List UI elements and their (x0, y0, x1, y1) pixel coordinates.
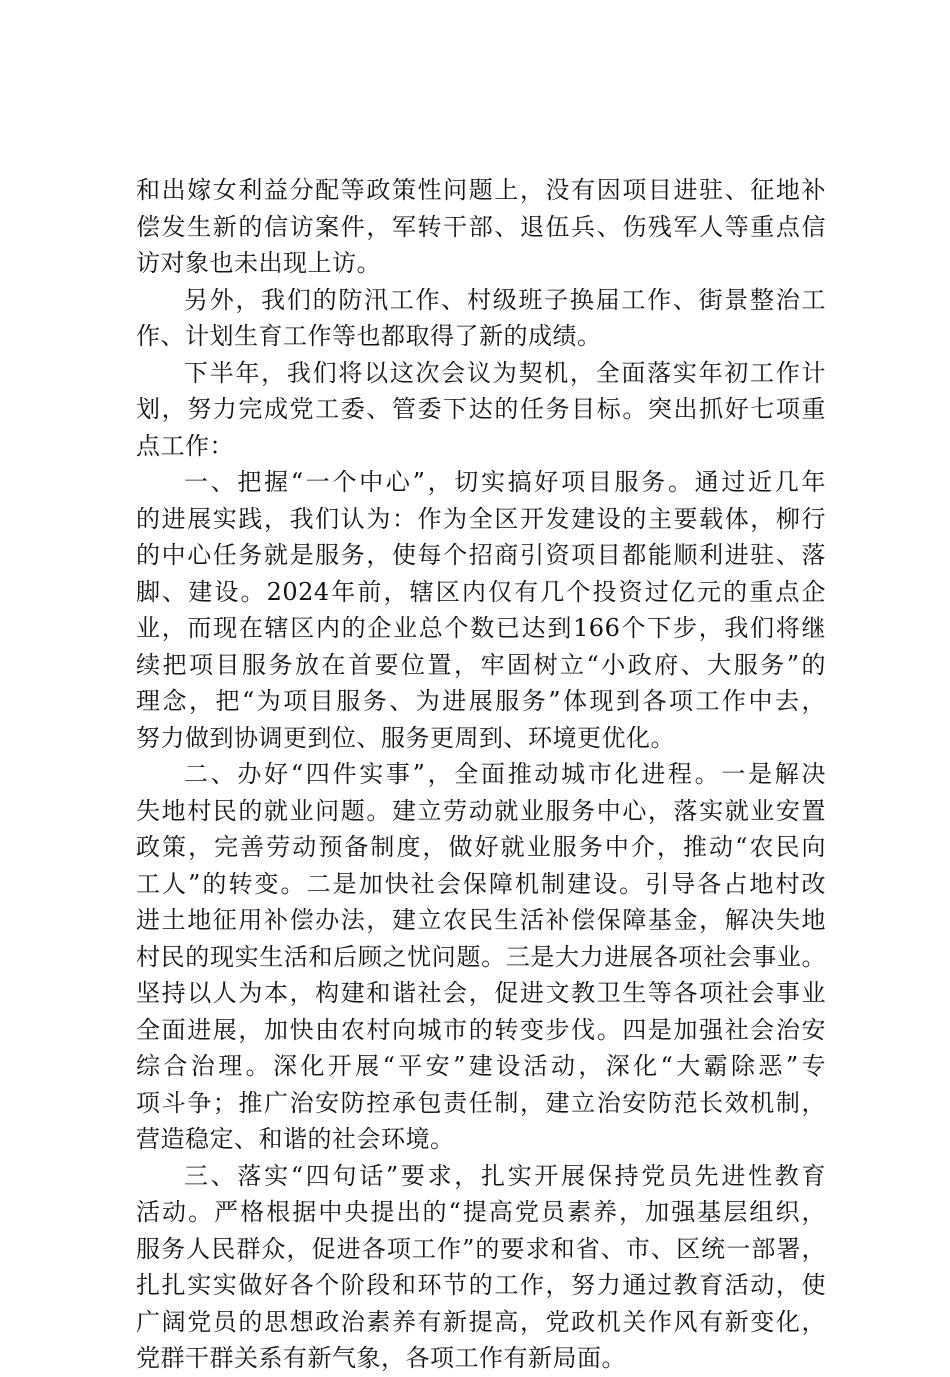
text-line: 偿发生新的信访案件，军转干部、退伍兵、伤残军人等重点信 (136, 212, 826, 241)
text-line: 三、落实“四句话”要求，扎实开展保持党员先进性教育 (184, 1161, 826, 1190)
text-line: 项斗争；推广治安防控承包责任制，建立治安防范长效机制， (136, 1088, 826, 1117)
text-line: 广阔党员的思想政治素养有新提高，党政机关作风有新变化， (136, 1307, 826, 1336)
text-line: 进土地征用补偿办法，建立农民生活补偿保障基金，解决失地 (136, 906, 826, 934)
text-line: 另外，我们的防汛工作、村级班子换届工作、街景整治工 (184, 285, 826, 314)
text-line: 访对象也未出现上访。 (136, 249, 381, 277)
text-line: 作、计划生育工作等也都取得了新的成绩。 (136, 322, 602, 350)
text-line: 政策，完善劳动预备制度，做好就业服务中介，推动“农民向 (136, 833, 826, 861)
text-line: 综合治理。深化开展“平安”建设活动，深化“大霸除恶”专 (136, 1052, 826, 1080)
text-line: 坚持以人为本，构建和谐社会，促进文教卫生等各项社会事业 (136, 979, 826, 1007)
text-line: 一、把握“一个中心”，切实搞好项目服务。通过近几年 (184, 468, 826, 496)
text-line: 失地村民的就业问题。建立劳动就业服务中心，落实就业安置 (136, 796, 826, 825)
text-line: 二、办好“四件实事”，全面推动城市化进程。一是解决 (184, 760, 826, 788)
text-line: 村民的现实生活和后顾之忧问题。三是大力进展各项社会事业。 (136, 942, 826, 971)
text-line: 下半年，我们将以这次会议为契机，全面落实年初工作计 (184, 358, 826, 387)
text-line: 脚、建设。2024年前，辖区内仅有几个投资过亿元的重点企 (136, 577, 826, 606)
text-line: 划，努力完成党工委、管委下达的任务目标。突出抓好七项重 (136, 395, 826, 423)
text-line: 点工作： (136, 431, 234, 460)
text-line: 活动。严格根据中央提出的“提高党员素养，加强基层组织， (136, 1198, 826, 1226)
text-line: 理念，把“为项目服务、为进展服务”体现到各项工作中去， (136, 687, 826, 715)
text-line: 服务人民群众，促进各项工作”的要求和省、市、区统一部署， (136, 1234, 826, 1263)
text-line: 的中心任务就是服务，使每个招商引资项目都能顺利进驻、落 (136, 541, 826, 569)
document-body (136, 172, 826, 1377)
text-line: 扎扎实实做好各个阶段和环节的工作，努力通过教育活动，使 (136, 1271, 826, 1299)
text-line: 营造稳定、和谐的社会环境。 (136, 1125, 455, 1153)
text-line: 工人”的转变。二是加快社会保障机制建设。引导各占地村改 (136, 869, 826, 898)
text-line: 和出嫁女利益分配等政策性问题上，没有因项目进驻、征地补 (136, 176, 826, 204)
text-line: 努力做到协调更到位、服务更周到、环境更优化。 (136, 723, 675, 752)
text-line: 业，而现在辖区内的企业总个数已达到166个下步，我们将继 (136, 614, 826, 642)
text-line: 全面进展，加快由农村向城市的转变步伐。四是加强社会治安 (136, 1015, 826, 1044)
text-line: 党群干群关系有新气象，各项工作有新局面。 (136, 1344, 626, 1372)
text-line: 续把项目服务放在首要位置，牢固树立“小政府、大服务”的 (136, 650, 826, 679)
text-line: 的进展实践，我们认为：作为全区开发建设的主要载体，柳行 (136, 504, 826, 533)
